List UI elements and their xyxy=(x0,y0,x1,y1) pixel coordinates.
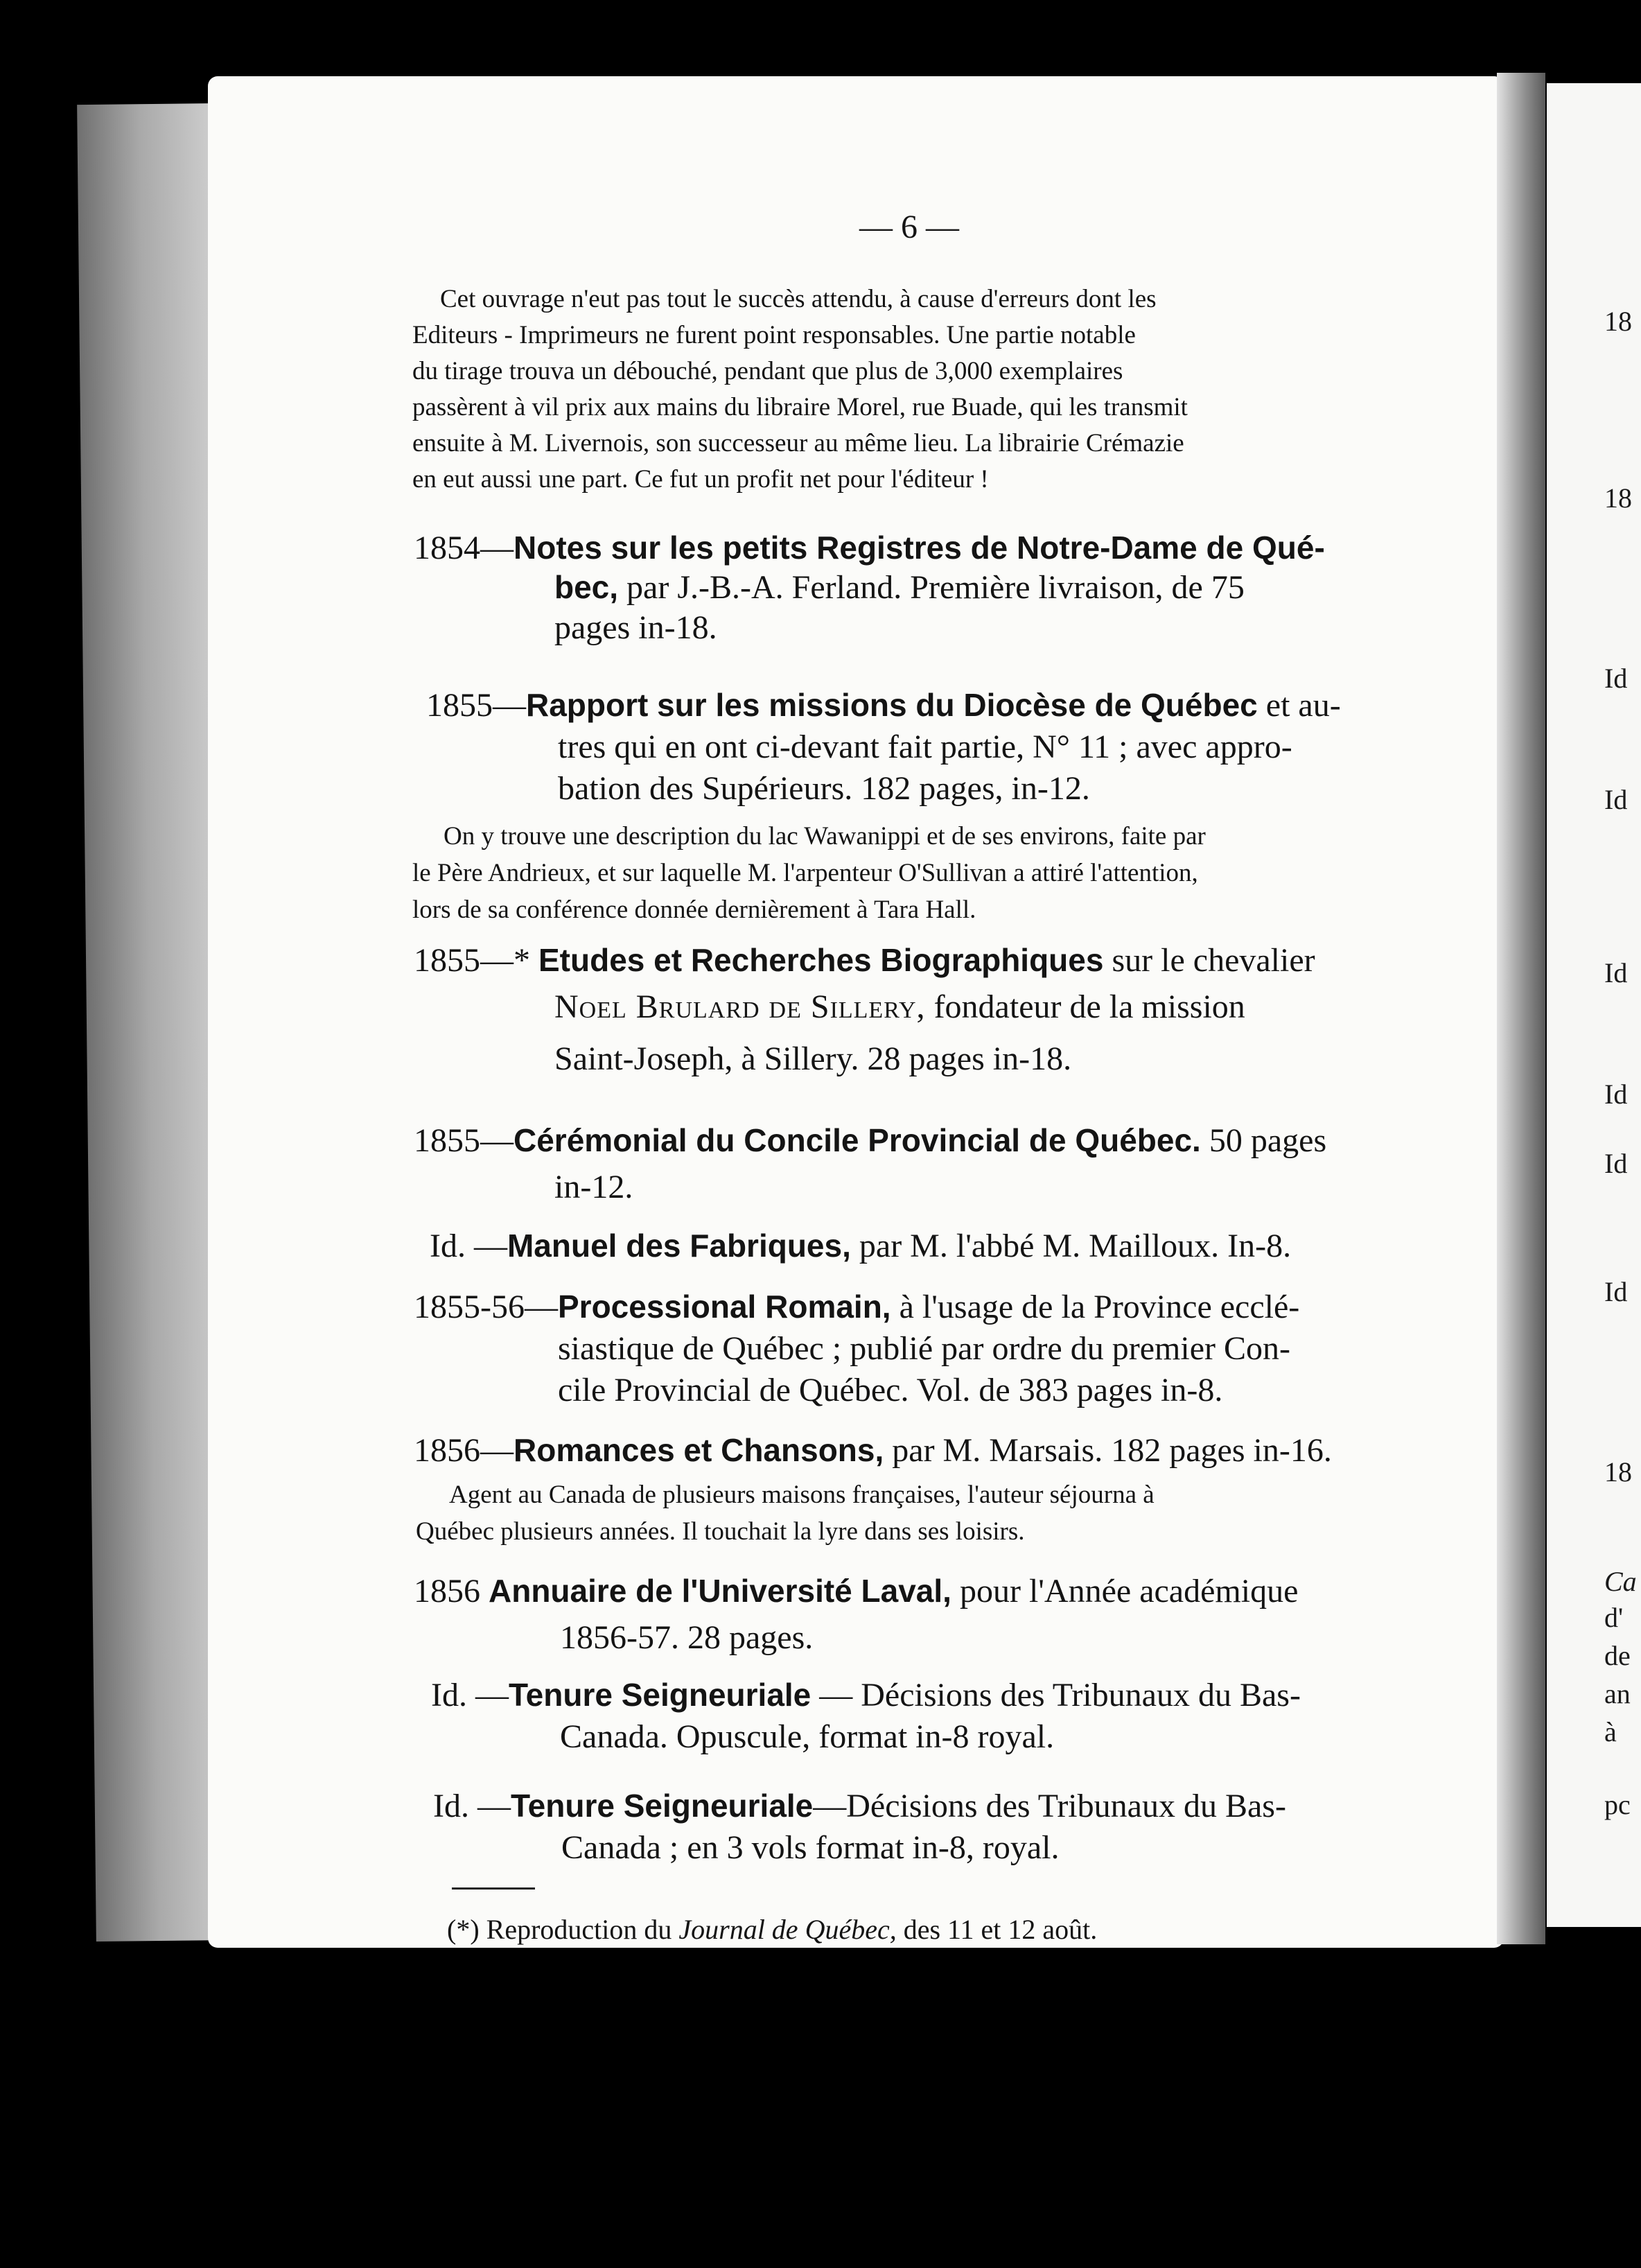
entry-line: in-12. xyxy=(554,1169,633,1205)
bleed-fragment: Id xyxy=(1604,784,1628,815)
entry-line: Canada. Opuscule, format in-8 royal. xyxy=(560,1718,1055,1755)
entry-year: 1855—* xyxy=(414,942,538,979)
entry-title: Rapport sur les missions du Diocèse de Québec xyxy=(526,687,1258,723)
entry-text: pour l'Année académique xyxy=(951,1573,1299,1610)
footnote-text: (*) Reproduction du xyxy=(447,1914,679,1945)
bleed-fragment: Id xyxy=(1604,1276,1628,1307)
entry-id-tenure-2 xyxy=(433,1787,1286,1825)
entry-line: Saint-Joseph, à Sillery. 28 pages in-18. xyxy=(554,1040,1072,1077)
entry-year: 1855— xyxy=(426,687,526,724)
footnote-text: des 11 et 12 août. xyxy=(896,1914,1098,1945)
entry-1856-annuaire xyxy=(414,1572,1298,1610)
entry-year: Id. — xyxy=(433,1788,511,1824)
entry-note: Agent au Canada de plusieurs maisons françaises, l'auteur séjourna à xyxy=(449,1481,1155,1509)
bleed-fragment: d' xyxy=(1604,1602,1624,1633)
entry-year: Id. — xyxy=(431,1677,509,1713)
entry-year: 1856— xyxy=(414,1432,514,1469)
entry-year: 1855-56— xyxy=(414,1289,558,1325)
entry-line xyxy=(554,988,1245,1026)
entry-text: par J.-B.-A. Ferland. Première livraison, de 75 xyxy=(618,569,1245,606)
entry-id-manuel xyxy=(430,1227,1291,1265)
entry-1855-ceremonial xyxy=(414,1122,1326,1160)
entry-title-cont: bec, xyxy=(554,569,619,605)
entry-year: 1855— xyxy=(414,1122,514,1159)
entry-title: Manuel des Fabriques, xyxy=(507,1228,851,1264)
entry-title: Etudes et Recherches Biographiques xyxy=(538,942,1104,978)
entry-title: Tenure Seigneuriale xyxy=(508,1677,811,1713)
entry-text: par M. Marsais. 182 pages in-16. xyxy=(884,1432,1332,1469)
page-gutter xyxy=(1497,73,1545,1944)
person-name: Noel Brulard de Sillery, xyxy=(554,988,926,1025)
entry-text: 50 pages xyxy=(1200,1122,1327,1159)
entry-text: par M. l'abbé M. Mailloux. In-8. xyxy=(850,1228,1292,1264)
entry-text: à l'usage de la Province ecclé- xyxy=(890,1289,1300,1325)
entry-id-tenure-1 xyxy=(431,1676,1301,1714)
page-number: — 6 — xyxy=(859,209,959,245)
bleed-fragment: 18 xyxy=(1604,306,1632,337)
bleed-fragment: à xyxy=(1604,1716,1617,1747)
intro-line: Cet ouvrage n'eut pas tout le succès attendu, à cause d'erreurs dont les xyxy=(440,285,1157,313)
entry-title: Processional Romain, xyxy=(557,1289,891,1325)
entry-title: Notes sur les petits Registres de Notre-Dame de Qué- xyxy=(514,530,1325,566)
footnote-journal: Journal de Québec, xyxy=(678,1914,897,1945)
entry-line: siastique de Québec ; publié par ordre du premier Con- xyxy=(558,1330,1290,1367)
entry-1855-56-processional xyxy=(414,1288,1299,1326)
entry-line: 1856-57. 28 pages. xyxy=(560,1619,814,1656)
entry-note: le Père Andrieux, et sur laquelle M. l'arpenteur O'Sullivan a attiré l'attention, xyxy=(412,859,1198,887)
intro-line: en eut aussi une part. Ce fut un profit net pour l'éditeur ! xyxy=(412,465,989,494)
entry-text: fondateur de la mission xyxy=(925,988,1245,1025)
entry-line: tres qui en ont ci-devant fait partie, N° 11 ; avec appro- xyxy=(558,729,1292,765)
entry-title: Annuaire de l'Université Laval, xyxy=(489,1573,951,1609)
bleed-fragment: Id xyxy=(1604,1148,1628,1179)
bleed-fragment: Id xyxy=(1604,663,1628,694)
entry-text: sur le chevalier xyxy=(1103,942,1315,979)
entry-text: et au- xyxy=(1257,687,1341,724)
bleed-fragment: de xyxy=(1604,1640,1631,1671)
entry-1854 xyxy=(414,529,1325,567)
intro-line: ensuite à M. Livernois, son successeur au même lieu. La librairie Crémazie xyxy=(412,429,1184,457)
entry-year: 1856 xyxy=(414,1573,489,1610)
bleed-fragment: 18 xyxy=(1604,1456,1632,1488)
entry-line: bation des Supérieurs. 182 pages, in-12. xyxy=(558,770,1090,807)
entry-1855-etudes xyxy=(414,941,1315,979)
footnote xyxy=(447,1913,1097,1946)
entry-line: pages in-18. xyxy=(554,609,717,646)
bleed-fragment: 18 xyxy=(1604,482,1632,514)
footnote-rule xyxy=(452,1887,535,1890)
entry-1855-rapport xyxy=(426,686,1341,724)
entry-text: — Décisions des Tribunaux du Bas- xyxy=(811,1677,1301,1713)
bleed-fragment: an xyxy=(1604,1678,1631,1709)
bleed-fragment: Id xyxy=(1604,957,1628,988)
entry-title: Cérémonial du Concile Provincial de Québec. xyxy=(514,1122,1201,1158)
entry-text: —Décisions des Tribunaux du Bas- xyxy=(813,1788,1286,1824)
entry-note: Québec plusieurs années. Il touchait la lyre dans ses loisirs. xyxy=(416,1517,1025,1546)
entry-note: lors de sa conférence donnée dernièrement à Tara Hall. xyxy=(412,896,976,924)
intro-line: du tirage trouva un débouché, pendant que plus de 3,000 exemplaires xyxy=(412,357,1123,385)
entry-year: 1854— xyxy=(414,530,514,566)
bleed-fragment: Id xyxy=(1604,1079,1628,1110)
entry-title: Romances et Chansons, xyxy=(514,1432,884,1468)
intro-line: passèrent à vil prix aux mains du libraire Morel, rue Buade, qui les transmit xyxy=(412,393,1188,421)
bleed-fragment: Ca xyxy=(1604,1566,1637,1597)
entry-1856-romances xyxy=(414,1431,1332,1469)
bleed-fragment: pc xyxy=(1604,1789,1631,1820)
entry-line: cile Provincial de Québec. Vol. de 383 pages in-8. xyxy=(558,1372,1223,1408)
entry-year: Id. — xyxy=(430,1228,507,1264)
intro-line: Editeurs - Imprimeurs ne furent point responsables. Une partie notable xyxy=(412,321,1136,349)
entry-line xyxy=(554,568,1245,607)
entry-line: Canada ; en 3 vols format in-8, royal. xyxy=(561,1829,1060,1866)
entry-title: Tenure Seigneuriale xyxy=(510,1788,814,1824)
entry-note: On y trouve une description du lac Wawanippi et de ses environs, faite par xyxy=(444,822,1206,850)
